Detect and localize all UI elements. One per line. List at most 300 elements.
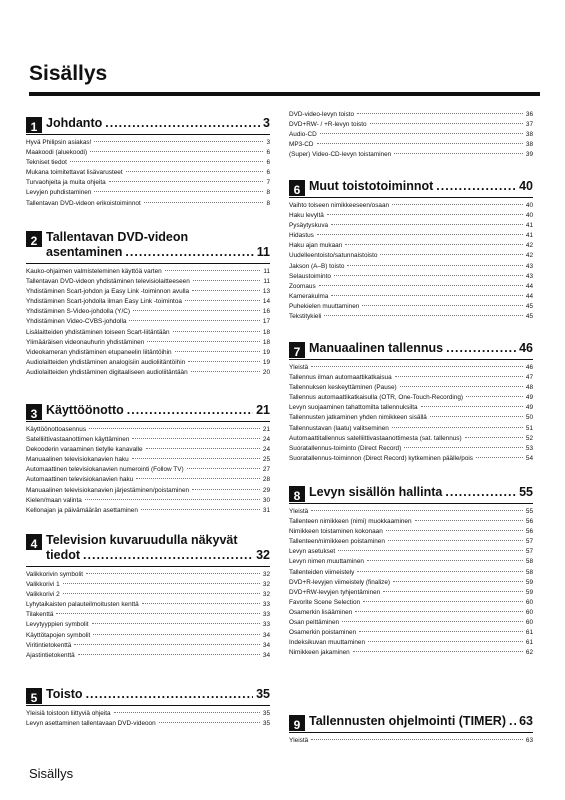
entry-title: Pysäytyskuva (289, 222, 329, 230)
entry-page: 44 (525, 282, 533, 290)
toc-entry (26, 465, 270, 475)
entry-leader (317, 143, 523, 144)
entry-page: 36 (525, 111, 533, 118)
entry-title: Yhdistäminen Scart-johdon ja Easy Link -toiminnon avulla (26, 288, 190, 296)
entry-title: Tallennustavan (laatu) valitseminen (289, 424, 389, 432)
entry-page: 34 (262, 651, 270, 659)
entry-title: DVD-video-levyn toisto (289, 111, 354, 118)
entry-title: Automaattinen televisiokanavien haku (26, 476, 134, 484)
entry-title: DVD+RW- / +R-levyn toisto (289, 121, 367, 129)
entry-title: Lisälaitteiden yhdistäminen toiseen Scart-liitäntään (26, 328, 170, 336)
entry-title: Levyn suojaaminen tahattomilta tallennuksilta (289, 404, 418, 412)
entry-title: Jakson (A–B) toisto (289, 262, 345, 270)
entry-leader (136, 478, 260, 479)
section-title: Toisto (46, 687, 83, 701)
entry-title: MP3-CD (289, 141, 314, 149)
entry-leader (126, 171, 264, 172)
entry-title: Hidastus (289, 232, 314, 240)
section-page: 35 (256, 687, 270, 701)
toc-section (26, 230, 270, 378)
entry-leader (345, 244, 523, 245)
entry-page: 49 (525, 404, 533, 412)
entry-leader (311, 366, 523, 367)
title-rule (29, 92, 540, 96)
entry-page: 58 (525, 568, 533, 576)
entry-title: Hyvä Philipsin asiakas! (26, 139, 92, 146)
entry-leader (185, 300, 260, 301)
entry-page: 24 (262, 446, 270, 454)
entry-page: 46 (525, 364, 533, 371)
entry-leader (392, 204, 523, 205)
toc-entry (289, 241, 533, 251)
toc-entry (26, 307, 270, 317)
toc-entry (26, 641, 270, 651)
entry-leader (404, 447, 523, 448)
entry-title: Kellonajan ja päivämäärän asettaminen (26, 506, 138, 514)
section-leader (86, 687, 254, 702)
section-page: 63 (519, 714, 533, 728)
toc-entry (26, 199, 270, 209)
toc-entry (26, 631, 270, 641)
entry-page: 33 (262, 621, 270, 629)
entry-leader (367, 560, 523, 561)
entry-title: Ajastintietokenttä (26, 651, 75, 659)
toc-entry (26, 486, 270, 496)
entry-leader (94, 191, 263, 192)
entry-page: 18 (262, 338, 270, 346)
entry-page: 14 (262, 298, 270, 306)
entry-page: 42 (525, 252, 533, 260)
entry-leader (94, 141, 263, 142)
entry-page: 63 (525, 737, 533, 744)
section-page: 55 (519, 485, 533, 499)
entry-leader (466, 396, 523, 397)
entry-leader (188, 361, 260, 362)
entry-title: Audiolaitteiden yhdistäminen digitaaliseen audioliitäntään (26, 368, 188, 376)
toc-section (289, 110, 533, 160)
entry-page: 38 (525, 141, 533, 149)
entry-leader (86, 573, 260, 574)
toc-entry (289, 527, 533, 537)
entry-page: 56 (525, 528, 533, 536)
entry-leader (93, 634, 260, 635)
entry-title: Tekstitykieli (289, 313, 322, 321)
toc-entry (289, 201, 533, 211)
toc-entry (26, 496, 270, 506)
entry-title: Levyjen puhdistaminen (26, 189, 92, 197)
entry-page: 59 (525, 588, 533, 596)
entry-leader (392, 427, 523, 428)
toc-entry (289, 557, 533, 567)
toc-entry (289, 363, 533, 373)
entry-leader (192, 290, 260, 291)
toc-entry (289, 221, 533, 231)
section-title: Käyttöönotto (46, 403, 124, 417)
entry-title: Indeksikuvan muuttaminen (289, 639, 366, 647)
toc-entry (289, 648, 533, 658)
toc-entry (289, 588, 533, 598)
entry-page: 49 (525, 394, 533, 402)
entry-leader (415, 520, 523, 521)
toc-entry (26, 651, 270, 661)
entry-leader (56, 613, 259, 614)
entry-title: Videokameran yhdistäminen etupaneelin liitäntöihin (26, 348, 172, 356)
entry-page: 30 (262, 496, 270, 504)
entry-page: 34 (262, 641, 270, 649)
entry-page: 51 (525, 424, 533, 432)
entry-title: Osan peittäminen (289, 619, 340, 627)
toc-entry (26, 277, 270, 287)
section-number-badge: 3 (26, 404, 42, 420)
entry-title: Turvaohjeita ja muita ohjeita (26, 179, 106, 187)
entry-title: Tallenteen nimikkeen (nimi) muokkaaminen (289, 518, 412, 526)
entry-page: 56 (525, 518, 533, 526)
entry-leader (359, 631, 523, 632)
section-rule (26, 421, 270, 422)
toc-section (289, 714, 533, 746)
entry-page: 48 (525, 384, 533, 392)
entry-leader (465, 437, 523, 438)
entry-page: 61 (525, 629, 533, 637)
entry-page: 60 (525, 608, 533, 616)
entry-title: Ylimääräisen videonauhurin yhdistäminen (26, 338, 145, 346)
entry-leader (74, 644, 260, 645)
entry-page: 38 (525, 131, 533, 139)
entry-leader (368, 641, 523, 642)
entry-leader (92, 623, 260, 624)
entry-page: 41 (525, 232, 533, 240)
entry-page: 50 (525, 414, 533, 422)
entry-leader (132, 438, 260, 439)
entry-leader (342, 621, 523, 622)
toc-entry (289, 608, 533, 618)
toc-entry (26, 620, 270, 630)
entry-title: Satelliittivastaanottimen käyttäminen (26, 436, 130, 444)
entry-page: 27 (262, 466, 270, 474)
section-heading (26, 533, 270, 563)
toc-section (26, 533, 270, 661)
entry-leader (132, 458, 260, 459)
entry-page: 35 (262, 720, 270, 728)
toc-entry (289, 120, 533, 130)
entry-leader (388, 540, 523, 541)
entry-title: Suoratallennus-toiminto (Direct Record) (289, 444, 402, 452)
toc-entry (289, 568, 533, 578)
toc-entry (26, 148, 270, 158)
entry-leader (85, 499, 260, 500)
toc-entry (26, 506, 270, 516)
entry-leader (331, 224, 523, 225)
entry-page: 59 (525, 578, 533, 586)
entry-leader (430, 416, 523, 417)
entry-title: Osamerkin lisääminen (289, 608, 353, 616)
toc-entry (289, 302, 533, 312)
entry-leader (338, 550, 523, 551)
toc-entry (289, 140, 533, 150)
entry-title: Puhekielen muuttaminen (289, 302, 360, 310)
section-heading (289, 341, 533, 359)
entry-page: 62 (525, 649, 533, 657)
section-rule (26, 134, 270, 135)
entry-page: 47 (525, 374, 533, 382)
entry-title: Tallennus automaattikatkaisulla (OTR, One-Touch-Recording) (289, 394, 464, 402)
section-title-line (309, 341, 533, 356)
entry-leader (324, 315, 523, 316)
entry-title: Levytyyppien symbolit (26, 621, 89, 629)
entry-leader (331, 295, 522, 296)
section-page: 46 (519, 341, 533, 355)
section-page: 40 (519, 179, 533, 193)
toc-entry (289, 130, 533, 140)
toc-entry (26, 610, 270, 620)
entry-page: 19 (262, 358, 270, 366)
entry-title: Tallentavan DVD-videon erikoistoiminnot (26, 199, 141, 207)
section-heading (289, 714, 533, 732)
entry-page: 58 (525, 558, 533, 566)
section-rule (26, 263, 270, 264)
entry-page: 11 (263, 278, 270, 286)
entry-leader (129, 320, 259, 321)
entry-title: Yleistä (289, 364, 309, 371)
toc-entry (289, 373, 533, 383)
entry-title: Kielen/maan valinta (26, 496, 82, 504)
entry-page: 17 (262, 318, 270, 326)
entry-title: Käyttöönottoasennus (26, 426, 87, 433)
section-heading (26, 403, 270, 421)
toc-entry (289, 578, 533, 588)
entry-leader (317, 234, 523, 235)
entry-title: Valikkorivin symbolit (26, 571, 84, 578)
section-leader (445, 485, 516, 500)
entry-leader (363, 601, 523, 602)
entry-page: 44 (525, 292, 533, 300)
section-title: Muut toistotoiminnot (309, 179, 434, 193)
toc-entry (26, 348, 270, 358)
toc-entry (26, 267, 270, 277)
toc-entry (289, 403, 533, 413)
entry-leader (142, 603, 260, 604)
section-number-badge: 7 (289, 342, 305, 358)
entry-leader (133, 310, 260, 311)
entry-title: Selaustoiminto (289, 272, 331, 280)
toc-entry (289, 537, 533, 547)
section-leader (127, 403, 253, 418)
toc-entry (289, 393, 533, 403)
entry-leader (147, 341, 260, 342)
entry-page: 37 (525, 121, 533, 129)
entry-page: 33 (262, 611, 270, 619)
toc-section (26, 116, 270, 209)
entry-page: 20 (262, 368, 270, 376)
toc-section (289, 341, 533, 464)
section-rule (289, 732, 533, 733)
section-number-badge: 5 (26, 688, 42, 704)
entry-page: 39 (525, 151, 533, 159)
entry-page: 6 (266, 149, 270, 157)
entry-leader (144, 202, 264, 203)
entry-leader (192, 489, 260, 490)
toc-entry (26, 338, 270, 348)
entry-leader (327, 214, 523, 215)
toc-entry (26, 425, 270, 435)
entry-leader (173, 331, 260, 332)
section-title-line (46, 403, 270, 418)
entry-leader (89, 428, 260, 429)
entry-leader (165, 270, 261, 271)
entry-page: 6 (266, 159, 270, 167)
toc-entry (26, 435, 270, 445)
entry-title: Vaihto toiseen nimikkeeseen/osaan (289, 202, 390, 209)
entry-page: 42 (525, 242, 533, 250)
entry-page: 32 (262, 571, 270, 578)
entry-leader (380, 254, 522, 255)
entry-leader (191, 371, 260, 372)
entry-title: Automaattinen televisiokanavien numerointi (Follow TV) (26, 466, 184, 474)
section-title: tiedot (46, 548, 81, 562)
toc-section (26, 687, 270, 729)
entry-title: DVD+R-levyjen viimeistely (finalize) (289, 578, 391, 586)
toc-entry (26, 719, 270, 729)
entry-title: Nimikkeen toistaminen kokonaan (289, 528, 383, 536)
section-number-badge: 2 (26, 231, 42, 247)
entry-leader (395, 376, 523, 377)
entry-title: Suoratallennus-toiminnon (Direct Record) kytkeminen päälle/pois (289, 454, 473, 462)
toc-entry (289, 517, 533, 527)
entry-page: 29 (262, 486, 270, 494)
entry-page: 3 (266, 139, 270, 146)
entry-page: 13 (262, 288, 270, 296)
toc-entry (26, 455, 270, 465)
entry-leader (187, 468, 260, 469)
entry-title: Tallennus ilman automaattikatkaisua (289, 374, 392, 382)
entry-leader (421, 406, 523, 407)
entry-title: Dekooderin varaaminen tietylle kanavalle (26, 446, 143, 454)
toc-entry (26, 297, 270, 307)
entry-title: Valikkorivi 2 (26, 591, 60, 599)
toc-entry (26, 368, 270, 378)
entry-page: 16 (262, 308, 270, 316)
entry-leader (63, 593, 260, 594)
entry-title: Levyn nimen muuttaminen (289, 558, 364, 566)
entry-title: Uudelleentoisto/satunnaistoisto (289, 252, 378, 260)
entry-leader (347, 265, 522, 266)
entry-leader (175, 351, 260, 352)
toc-entry (26, 188, 270, 198)
toc-entry (289, 413, 533, 423)
section-title: Levyn sisällön hallinta (309, 485, 443, 499)
toc-entry (26, 178, 270, 188)
entry-leader (90, 151, 263, 152)
entry-leader (362, 305, 523, 306)
entry-title: Tallennuksen keskeyttäminen (Pause) (289, 384, 397, 392)
section-page: 3 (263, 116, 270, 130)
section-rule (289, 359, 533, 360)
section-title-line (309, 179, 533, 194)
entry-title: Yleisiä toistoon liittyviä ohjeita (26, 710, 111, 717)
entry-page: 35 (262, 710, 270, 717)
entry-page: 31 (262, 506, 270, 514)
entry-page: 61 (525, 639, 533, 647)
toc-entry (26, 328, 270, 338)
toc-entry (26, 590, 270, 600)
entry-leader (78, 654, 260, 655)
entry-title: Automaattitallennus satelliittivastaanottimesta (sat. tallennus) (289, 434, 462, 442)
entry-leader (400, 386, 523, 387)
section-heading (289, 485, 533, 503)
section-page: 21 (256, 403, 270, 417)
toc-entry (26, 445, 270, 455)
entry-leader (334, 275, 523, 276)
entry-leader (355, 611, 523, 612)
toc-entry (289, 272, 533, 282)
entry-page: 24 (262, 436, 270, 444)
entry-page: 25 (262, 456, 270, 464)
toc-entry (289, 507, 533, 517)
toc-entry (289, 282, 533, 292)
entry-leader (476, 457, 523, 458)
toc-entry (26, 580, 270, 590)
section-number-badge: 1 (26, 117, 42, 133)
entry-title: Levyn asetukset (289, 548, 336, 556)
toc-entry (26, 168, 270, 178)
entry-page: 7 (266, 179, 270, 187)
section-rule (289, 503, 533, 504)
section-title: asentaminen (46, 245, 123, 259)
entry-title: Audiolaitteiden yhdistäminen analogisiin audioliitäntöihin (26, 358, 186, 366)
entry-leader (109, 181, 264, 182)
entry-title: Mukana toimitettavat lisävarusteet (26, 169, 123, 177)
toc-entry (289, 598, 533, 608)
entry-title: Tallennusten jatkaminen yhden nimikkeen sisällä (289, 414, 427, 422)
entry-title: Viritintietokenttä (26, 641, 72, 649)
section-leader (125, 245, 253, 260)
entry-page: 60 (525, 598, 533, 606)
entry-page: 8 (266, 189, 270, 197)
entry-title: Yhdistäminen Video-CVBS-johdolla (26, 318, 127, 326)
page-title: Sisällys (29, 62, 108, 85)
section-number-badge: 8 (289, 486, 305, 502)
toc-section (26, 403, 270, 516)
entry-page: 45 (525, 302, 533, 310)
section-leader (509, 714, 516, 729)
entry-page: 40 (525, 202, 533, 209)
section-title: Tallentavan DVD-videon (46, 230, 189, 244)
entry-page: 54 (525, 454, 533, 462)
entry-leader (320, 133, 523, 134)
section-rule (26, 566, 270, 567)
toc-entry (289, 454, 533, 464)
entry-leader (146, 448, 260, 449)
entry-title: Maakoodi (aluekoodi) (26, 149, 88, 157)
toc-entry (26, 158, 270, 168)
entry-leader (394, 153, 523, 154)
entry-title: Tallentavan DVD-videon yhdistäminen televisiolaitteeseen (26, 278, 190, 286)
toc-entry (289, 638, 533, 648)
entry-leader (193, 280, 261, 281)
entry-page: 34 (262, 631, 270, 639)
section-title-line (46, 230, 270, 245)
section-page: 32 (256, 548, 270, 562)
section-title-line (46, 548, 270, 563)
entry-page: 43 (525, 272, 533, 280)
page-footer: Sisällys (29, 766, 74, 781)
entry-title: Tilakenttä (26, 611, 54, 619)
section-rule (26, 705, 270, 706)
entry-leader (70, 161, 264, 162)
entry-page: 18 (262, 328, 270, 336)
toc-entry (26, 138, 270, 148)
entry-title: Haku levyltä (289, 212, 324, 220)
